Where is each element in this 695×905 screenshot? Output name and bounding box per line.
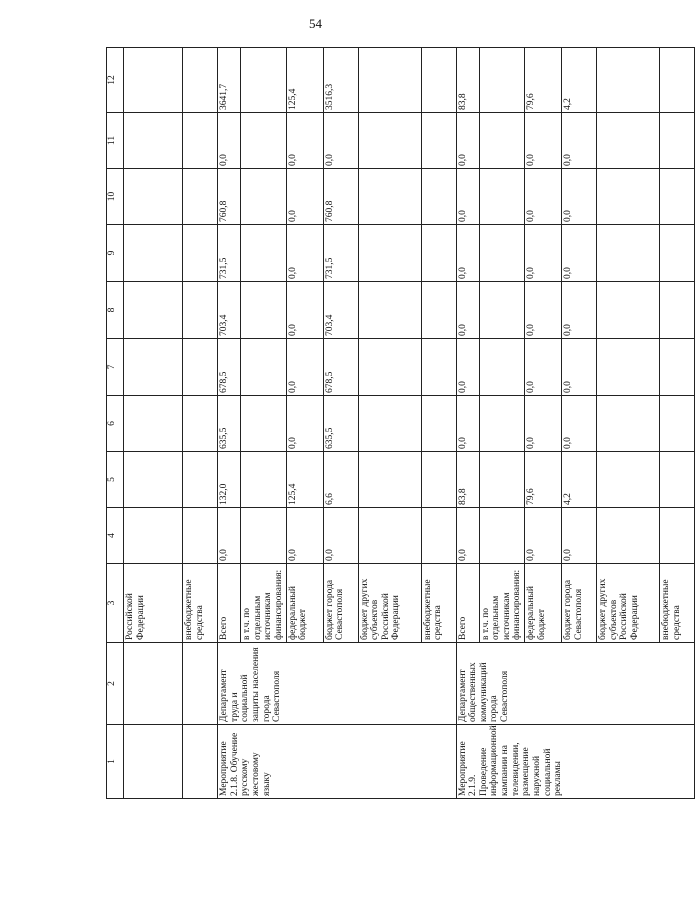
- value-cell: 760,8: [218, 169, 241, 225]
- value-cell: 0,0: [562, 508, 597, 564]
- value-cell: 678,5: [323, 339, 358, 396]
- value-cell: 3516,3: [323, 48, 358, 113]
- value-cell: 731,5: [323, 225, 358, 282]
- value-cell: 703,4: [323, 282, 358, 339]
- source-cell: в т.ч. по отдельным источникам финансирования:: [479, 564, 525, 643]
- value-cell: 0,0: [286, 169, 323, 225]
- header-row: [107, 48, 124, 799]
- value-cell: 0,0: [456, 508, 479, 564]
- value-cell: 0,0: [286, 282, 323, 339]
- value-cell: 0,0: [323, 508, 358, 564]
- value-cell: 760,8: [323, 169, 358, 225]
- value-cell: 0,0: [525, 282, 562, 339]
- col-header-6: 6: [107, 396, 124, 452]
- value-cell: 83,8: [456, 452, 479, 508]
- value-cell: 0,0: [218, 113, 241, 169]
- value-cell: 0,0: [456, 225, 479, 282]
- value-cell: 0,0: [456, 396, 479, 452]
- value-cell: 0,0: [562, 225, 597, 282]
- source-cell: бюджет города Севастополя: [562, 564, 597, 643]
- value-cell: 0,0: [525, 508, 562, 564]
- value-cell: 0,0: [456, 339, 479, 396]
- value-cell: 0,0: [286, 396, 323, 452]
- value-cell: 125,4: [286, 452, 323, 508]
- rotated-table-wrapper: [106, 48, 682, 799]
- event-name-cell: Мероприятие 2.1.8. Обучение русскому жестовому языку: [218, 725, 457, 799]
- source-cell: бюджет города Севастополя: [323, 564, 358, 643]
- value-cell: 0,0: [286, 508, 323, 564]
- value-cell: 703,4: [218, 282, 241, 339]
- value-cell: 0,0: [562, 339, 597, 396]
- source-cell: Всего: [456, 564, 479, 643]
- value-cell: 635,5: [323, 396, 358, 452]
- col-header-5: 5: [107, 452, 124, 508]
- table-row: [124, 48, 183, 799]
- col-header-7: 7: [107, 339, 124, 396]
- source-cell: внебюджетные средства: [421, 564, 456, 643]
- table-row: [456, 48, 479, 799]
- col-header-12: 12: [107, 48, 124, 113]
- value-cell: 4,2: [562, 452, 597, 508]
- event-cell: [124, 725, 183, 799]
- value-cell: 79,6: [525, 48, 562, 113]
- table-row: [183, 48, 218, 799]
- value-cell: 0,0: [456, 113, 479, 169]
- executor-cell: Департамент труда и социальной защиты населения города Севастополя: [218, 643, 457, 725]
- value-cell: 0,0: [286, 113, 323, 169]
- col-header-11: 11: [107, 113, 124, 169]
- value-cell: 0,0: [456, 282, 479, 339]
- value-cell: 0,0: [286, 225, 323, 282]
- source-cell: в т.ч. по отдельным источникам финансирования:: [241, 564, 287, 643]
- value-cell: 6,6: [323, 452, 358, 508]
- value-cell: 83,8: [456, 48, 479, 113]
- value-cell: 0,0: [562, 396, 597, 452]
- value-cell: 678,5: [218, 339, 241, 396]
- page-number: 54: [309, 16, 322, 31]
- value-cell: 3641,7: [218, 48, 241, 113]
- source-cell: федеральный бюджет: [525, 564, 562, 643]
- value-cell: 132,0: [218, 452, 241, 508]
- value-cell: 0,0: [525, 339, 562, 396]
- value-cell: 0,0: [525, 225, 562, 282]
- value-cell: 4,2: [562, 48, 597, 113]
- col-header-3: 3: [107, 564, 124, 643]
- event-name-cell: Мероприятие 2.1.9. Проведение информационной кампании на телевидении, размещение наружной социальной рекламы: [456, 725, 695, 799]
- value-cell: 0,0: [525, 113, 562, 169]
- value-cell: 0,0: [218, 508, 241, 564]
- source-cell: бюджет других субъектов Российской Федерации: [597, 564, 660, 643]
- col-header-1: 1: [107, 725, 124, 799]
- value-cell: 0,0: [525, 396, 562, 452]
- value-cell: 0,0: [286, 339, 323, 396]
- source-cell: внебюджетные средства: [660, 564, 695, 643]
- executor-cell: [183, 643, 218, 725]
- col-header-2: 2: [107, 643, 124, 725]
- col-header-10: 10: [107, 169, 124, 225]
- event-cell: [183, 725, 218, 799]
- value-cell: 0,0: [562, 169, 597, 225]
- source-cell: Всего: [218, 564, 241, 643]
- value-cell: 0,0: [525, 169, 562, 225]
- value-cell: 0,0: [562, 282, 597, 339]
- col-header-4: 4: [107, 508, 124, 564]
- source-cell: федеральный бюджет: [286, 564, 323, 643]
- value-cell: 125,4: [286, 48, 323, 113]
- source-cell: Российской Федерации: [124, 564, 183, 643]
- value-cell: 635,5: [218, 396, 241, 452]
- col-header-9: 9: [107, 225, 124, 282]
- source-cell: бюджет других субъектов Российской Федерации: [358, 564, 421, 643]
- value-cell: 0,0: [323, 113, 358, 169]
- value-cell: 0,0: [456, 169, 479, 225]
- source-cell: внебюджетные средства: [183, 564, 218, 643]
- executor-cell: [124, 643, 183, 725]
- executor-cell: Департамент общественных коммуникаций города Севастополя: [456, 643, 695, 725]
- value-cell: 731,5: [218, 225, 241, 282]
- value-cell: 79,6: [525, 452, 562, 508]
- value-cell: 0,0: [562, 113, 597, 169]
- col-header-8: 8: [107, 282, 124, 339]
- table-row: [218, 48, 241, 799]
- financing-table: [106, 47, 695, 799]
